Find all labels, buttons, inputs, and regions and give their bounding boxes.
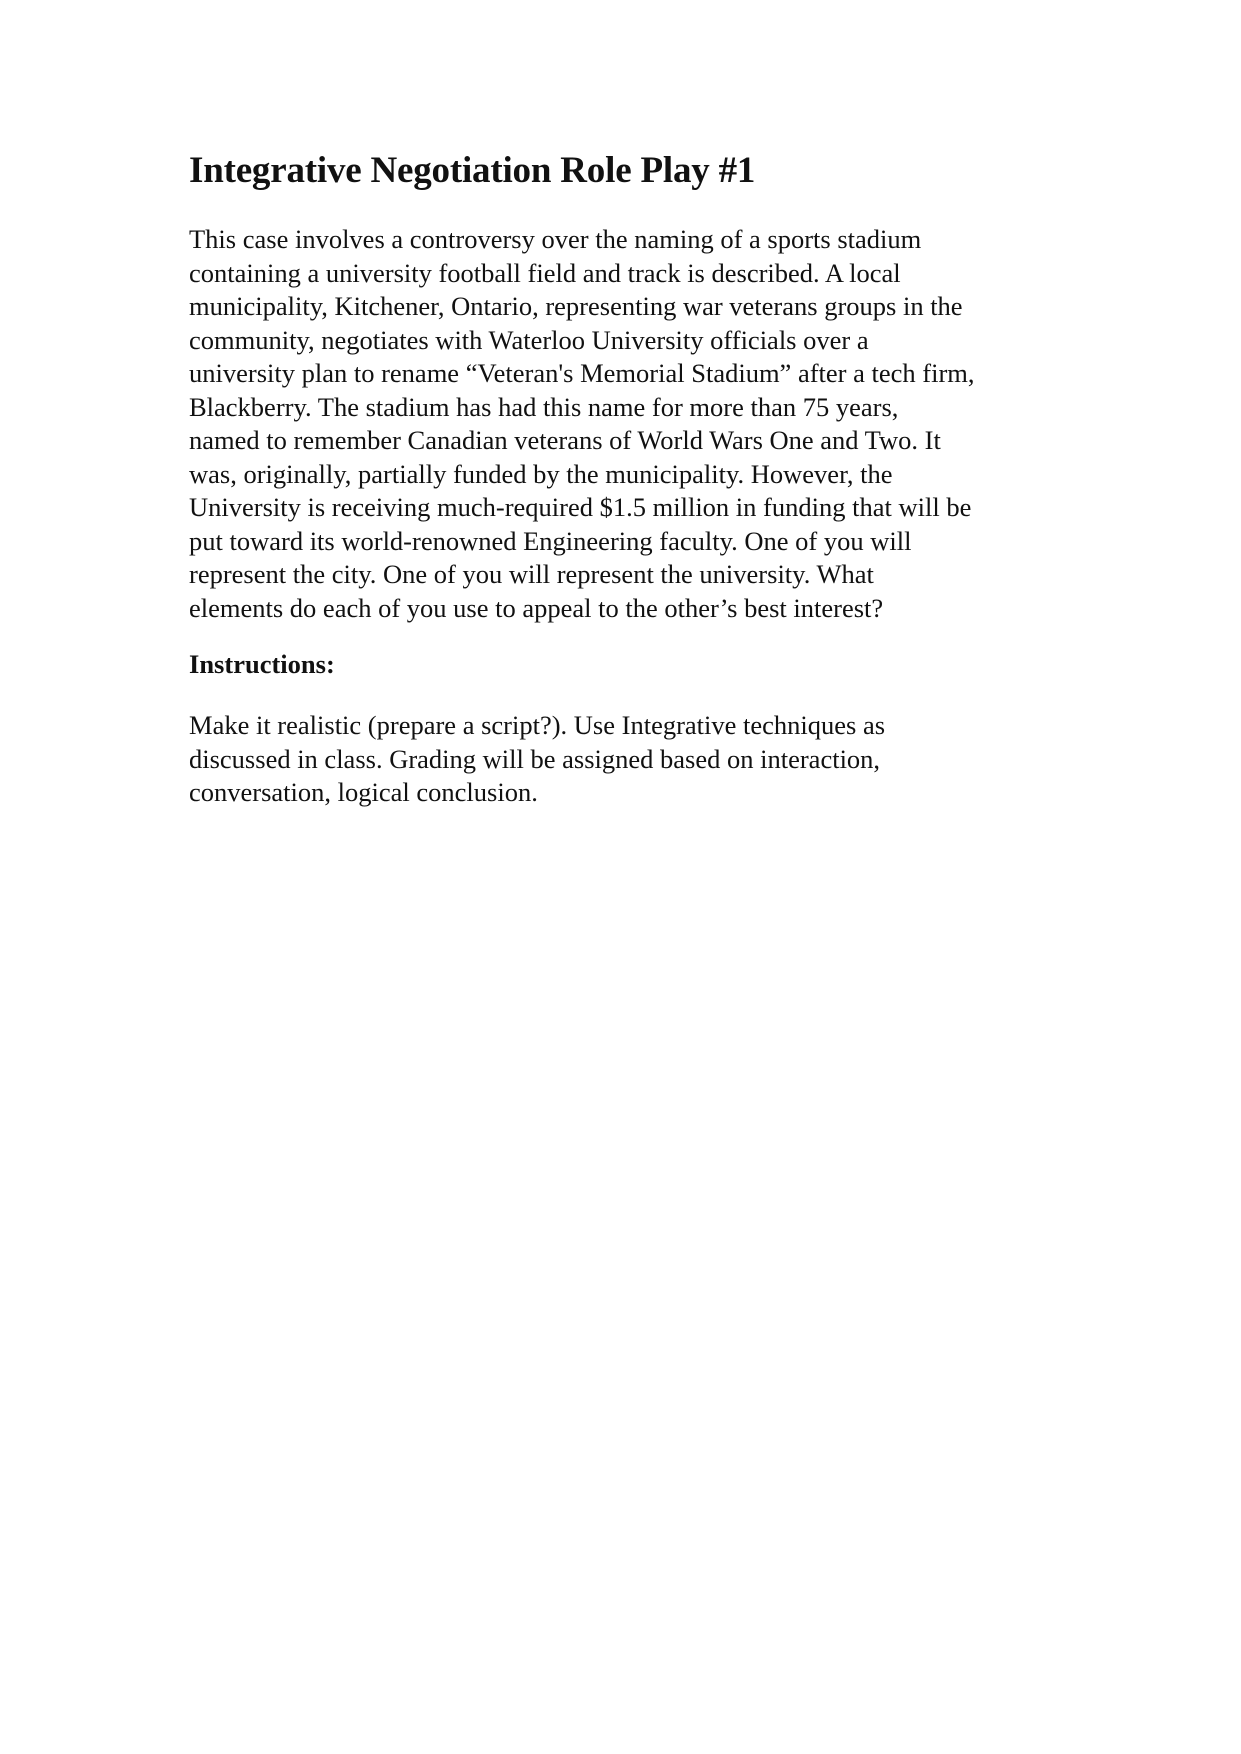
paragraph-line: conversation, logical conclusion. (189, 777, 538, 807)
paragraph-line: named to remember Canadian veterans of World Wars One and Two. It (189, 425, 941, 455)
paragraph-line: containing a university football field and track is described. A local (189, 257, 901, 288)
paragraph-line: University is receiving much-required $1.5 million in funding that will be (189, 492, 972, 522)
paragraph-line: university plan to rename “Veteran's Memorial Stadium” after a tech firm, (189, 358, 975, 388)
paragraph-line: elements do each of you use to appeal to the other’s best interest? (189, 592, 884, 623)
paragraph-line: was, originally, partially funded by the municipality. However, the (189, 458, 893, 489)
instructions-heading: Instructions: (189, 649, 335, 679)
instructions-paragraph (189, 709, 1069, 810)
paragraph-line: municipality, Kitchener, Ontario, representing war veterans groups in the (189, 291, 963, 321)
paragraph-line: represent the city. One of you will represent the university. What (189, 559, 874, 589)
paragraph-line: Blackberry. The stadium has had this name for more than 75 years, (189, 391, 899, 422)
paragraph-line: This case involves a controversy over the naming of a sports stadium (189, 224, 922, 254)
document-title: Integrative Negotiation Role Play #1 (189, 150, 756, 191)
document-content (189, 147, 1069, 810)
paragraph-line: community, negotiates with Waterloo University officials over a (189, 324, 869, 355)
paragraph-line: discussed in class. Grading will be assigned based on interaction, (189, 743, 881, 774)
paragraph-line: Make it realistic (prepare a script?). Use Integrative techniques as (189, 710, 886, 740)
case-description-paragraph (189, 223, 1069, 625)
paragraph-line: put toward its world-renowned Engineering faculty. One of you will (189, 525, 912, 556)
